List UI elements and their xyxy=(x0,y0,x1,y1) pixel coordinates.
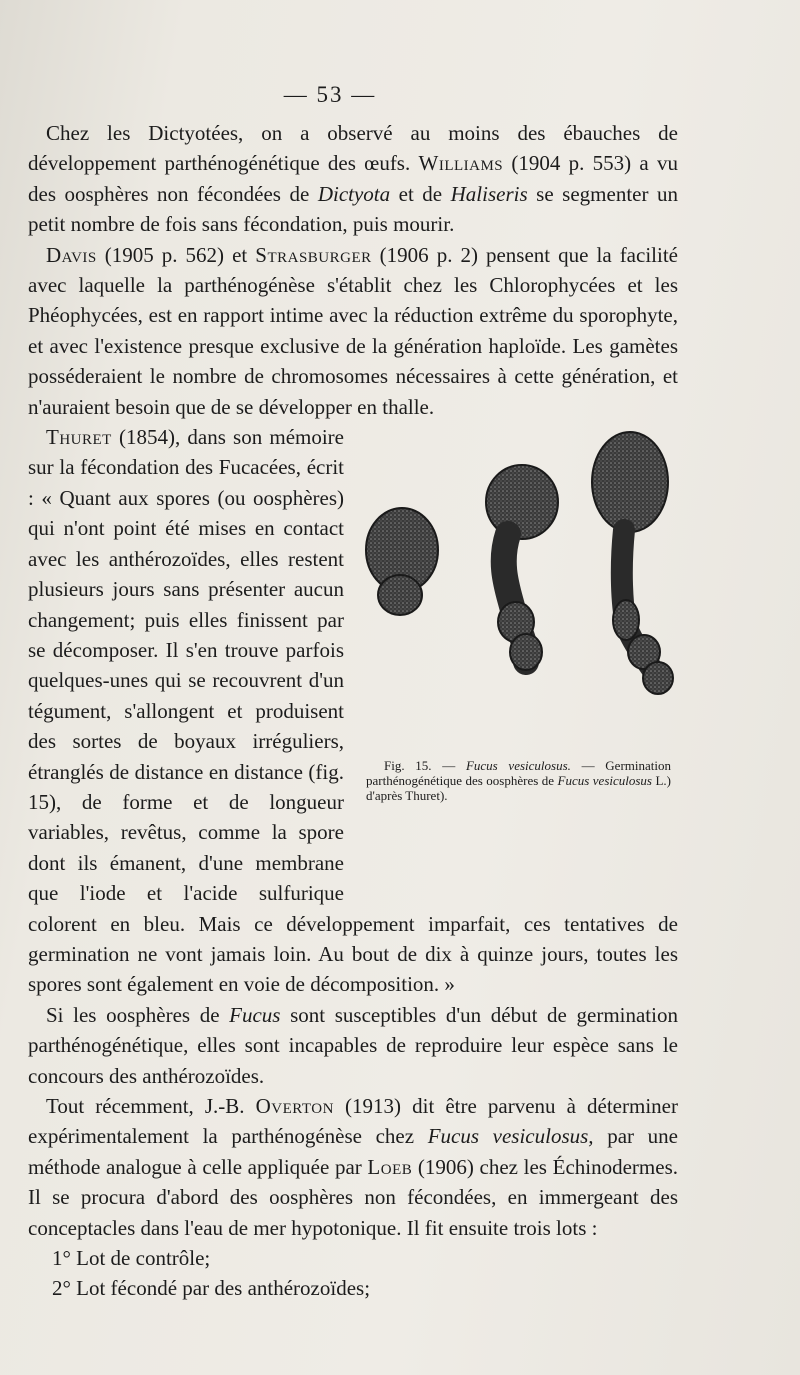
spore-left xyxy=(366,508,438,615)
paragraph-fucus: Si les oosphères de Fucus sont susceptibles d'un début de germination parthénogénétique, elles sont incapables de reproduire leur espèce sans le concours des anthérozoïdes. xyxy=(28,1002,678,1088)
author-williams: Williams xyxy=(418,151,504,176)
body-text xyxy=(28,118,678,1304)
paragraph-davis: Davis (1905 p. 562) et Strasburger (1906 p. 2) pensent que la facilité avec laquelle la parthénogénèse s'établit chez les Chlorophycées et les Phéophycées, est en rapport intime avec la réduction extrême du sporophyte, et avec l'existence presque exclusive de la génération haploïde. Les gamètes posséderaient le nombre de chromosomes nécessaires à cette génération, et n'auraient besoin que de se développer en thalle. xyxy=(28,242,678,419)
spore-middle xyxy=(486,465,558,670)
author-davis: Davis xyxy=(46,242,97,267)
paragraph-thuret: Fig. 15. — Fucus vesiculosus. — Germination parthénogénétique des oosphères de Fucus vesiculosus L.) d'après Thuret). Thuret (1854), dans son mémoire sur la fécondation des Fucacées, écrit : « Quant aux spores (ou oosphères) qui n'ont point été mises en contact avec les anthérozoïdes, elles restent plusieurs jours sans présenter aucun changement; puis elles finissent par se décomposer. Il s'en trouve parfois quelques-unes qui se recouvrent d'un tégument, s'allongent et produisent des sortes de boyaux irréguliers, étranglés de distance en distance (fig. 15), de forme et de longueur variables, revêtus, comme la spore dont ils émanent, d'une membrane que l'iode et l'acide sulfurique colorent en bleu. Mais ce développement imparfait, ces tentatives de germination ne vont jamais loin. Au bout de dix à quinze jours, toutes les spores sont également en voie de décomposition. » xyxy=(28,425,678,997)
paragraph-overton: Tout récemment, J.-B. Overton (1913) dit être parvenu à déterminer expérimentalement la parthénogénèse chez Fucus vesiculosus, par une méthode analogue à celle appliquée par Loeb (1906) chez les Échinodermes. Il se procura d'abord des oosphères non fécondées, en immergeant des conceptacles dans l'eau de mer hypotonique. Il fit ensuite trois lots : xyxy=(28,1094,678,1240)
list-item: 1° Lot de contrôle; xyxy=(52,1246,211,1271)
author-strasburger: Strasburger xyxy=(255,242,372,267)
species-fucus-vesiculosus: Fucus vesiculosus, xyxy=(427,1124,594,1149)
genus-haliseris: Haliseris xyxy=(450,181,528,206)
page-number: — 53 — xyxy=(283,82,377,107)
figure-15-illustration xyxy=(358,430,678,750)
list-item: 2° Lot fécondé par des anthérozoïdes; xyxy=(52,1276,371,1301)
genus-fucus: Fucus xyxy=(229,1002,281,1027)
paragraph-dictyotees: Chez les Dictyotées, on a observé au moins des ébauches de développement parthénogénétique des œufs. Williams (1904 p. 553) a vu des oosphères non fécondées de Dictyota et de Haliseris se segmenter un petit nombre de fois sans fécondation, puis mourir. xyxy=(28,121,678,237)
figure-caption: Fig. 15. — Fucus vesiculosus. — Germination parthénogénétique des oosphères de Fucus vesiculosus L.) d'après Thuret). xyxy=(366,758,671,804)
figure-15 xyxy=(358,430,678,880)
author-thuret: Thuret xyxy=(46,425,112,450)
author-overton: Overton xyxy=(255,1094,334,1118)
genus-dictyota: Dictyota xyxy=(317,181,391,206)
lot-list xyxy=(28,1243,678,1304)
spore-right xyxy=(592,432,673,694)
author-loeb: Loeb xyxy=(367,1154,413,1179)
